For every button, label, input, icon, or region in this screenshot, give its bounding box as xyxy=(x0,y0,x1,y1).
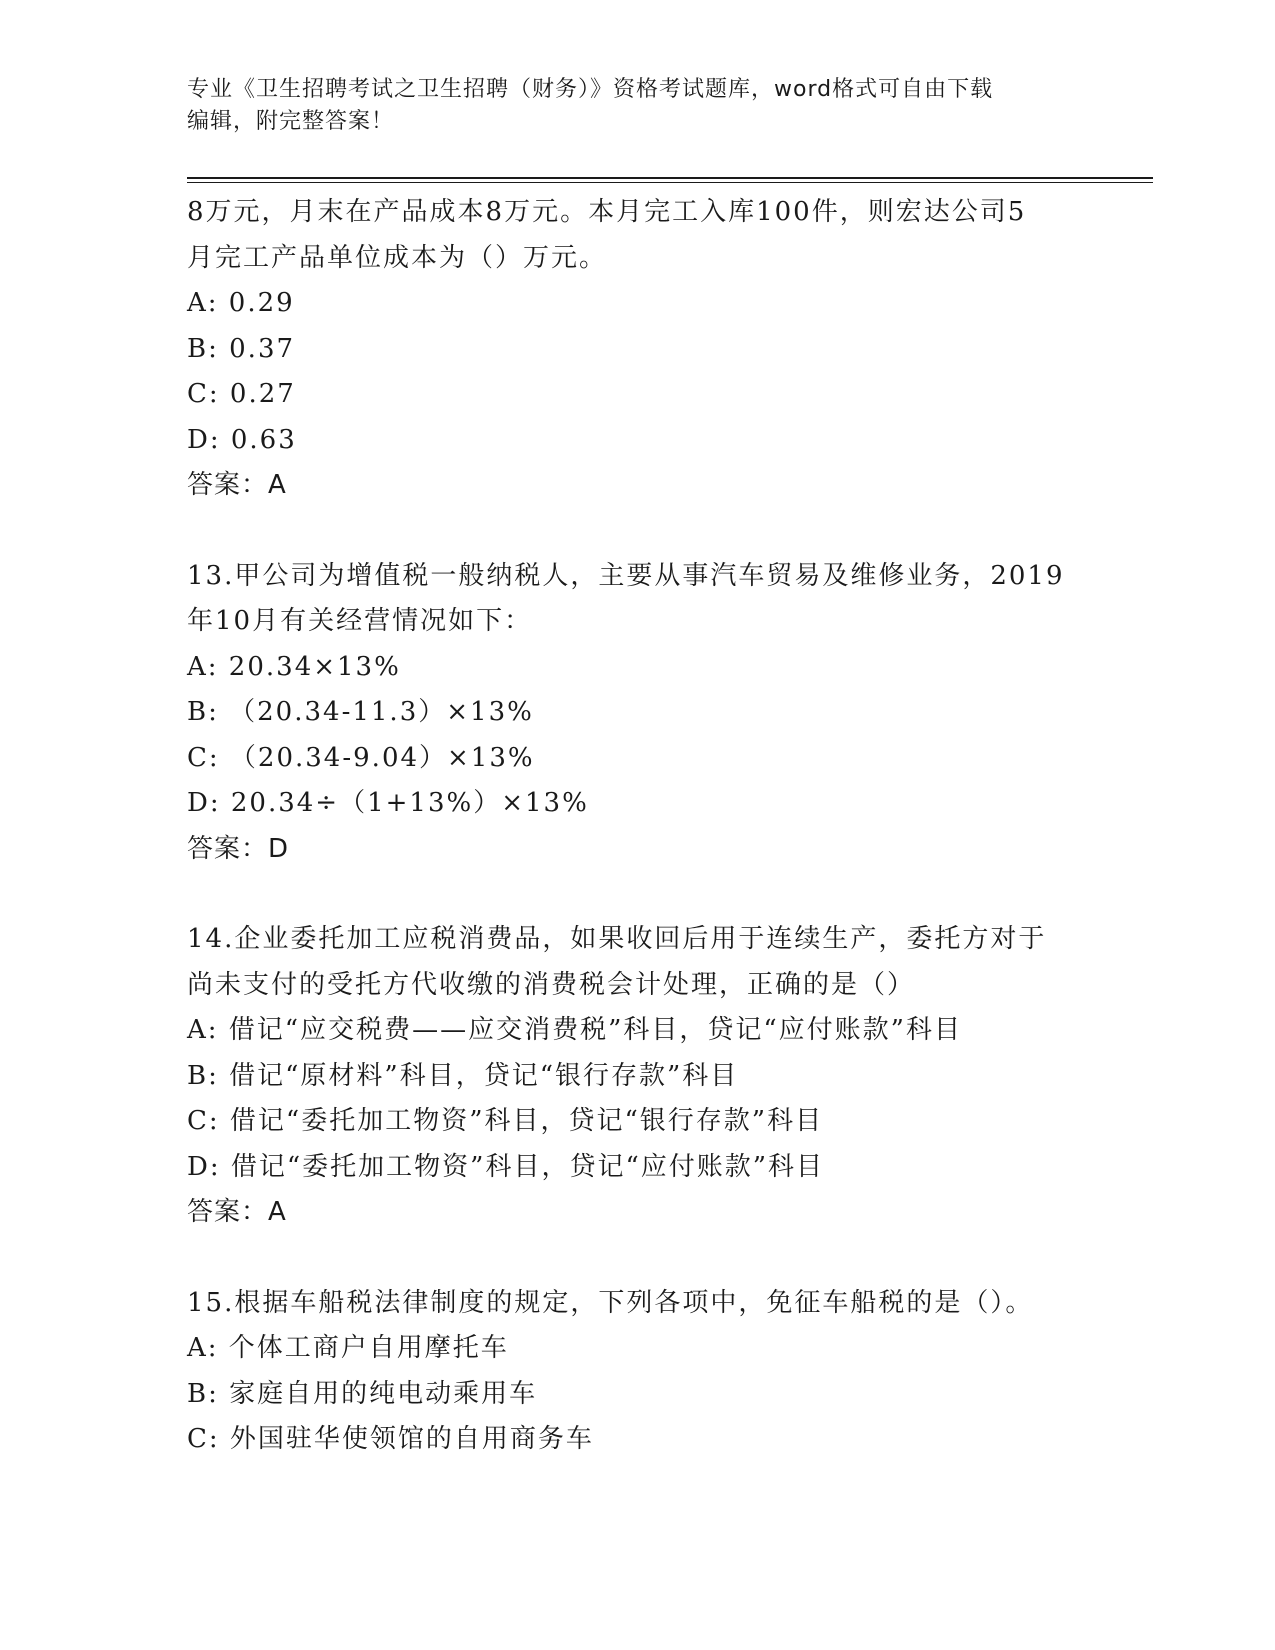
question-text-line: 15.根据车船税法律制度的规定，下列各项中，免征车船税的是（）。 xyxy=(187,1287,1034,1318)
header-line-2: 编辑，附完整答案！ xyxy=(187,109,395,134)
question-15 xyxy=(187,1281,1127,1463)
option-a: A: 个体工商户自用摩托车 xyxy=(187,1333,509,1363)
option-d: D: 借记“委托加工物资”科目，贷记“应付账款”科目 xyxy=(187,1151,825,1182)
question-text-line: 14.企业委托加工应税消费品，如果收回后用于连续生产，委托方对于 xyxy=(187,924,1047,954)
question-text-line: 月完工产品单位成本为（）万元。 xyxy=(187,242,608,273)
question-text-line: 8万元，月末在产品成本8万元。本月完工入库100件，则宏达公司5 xyxy=(187,197,1027,227)
option-b: B: 借记“原材料”科目，贷记“银行存款”科目 xyxy=(187,1060,739,1091)
option-d: D: 0.63 xyxy=(187,424,297,455)
option-d: D: 20.34÷（1+13%）×13% xyxy=(187,788,589,818)
option-c: C: 0.27 xyxy=(187,379,296,409)
spacer xyxy=(187,872,1127,917)
option-a: A: 0.29 xyxy=(187,288,295,318)
option-b: B: 家庭自用的纯电动乘用车 xyxy=(187,1378,538,1409)
answer: 答案：A xyxy=(187,1197,287,1227)
option-c: C: 借记“委托加工物资”科目，贷记“银行存款”科目 xyxy=(187,1106,824,1136)
question-14 xyxy=(187,917,1127,1236)
answer: 答案：A xyxy=(187,470,287,500)
spacer xyxy=(187,509,1127,554)
question-13 xyxy=(187,554,1127,873)
document-header xyxy=(187,74,1087,138)
option-b: B: 0.37 xyxy=(187,333,296,364)
header-rule-thick xyxy=(187,177,1153,179)
header-rule-thin xyxy=(187,182,1153,183)
spacer xyxy=(187,1236,1127,1281)
option-a: A: 借记“应交税费——应交消费税”科目，贷记“应付账款”科目 xyxy=(187,1015,962,1045)
option-a: A: 20.34×13% xyxy=(187,651,401,682)
question-text-line: 13.甲公司为增值税一般纳税人，主要从事汽车贸易及维修业务，2019 xyxy=(187,560,1065,591)
option-c: C: （20.34-9.04）×13% xyxy=(187,742,535,773)
question-text-line: 尚未支付的受托方代收缴的消费税会计处理，正确的是（） xyxy=(187,969,916,1000)
question-12-continued xyxy=(187,190,1127,509)
document-body xyxy=(187,190,1127,1463)
answer: 答案：D xyxy=(187,833,290,864)
header-line-1: 专业《卫生招聘考试之卫生招聘（财务）》资格考试题库，word格式可自由下载 xyxy=(187,77,994,102)
question-text-line: 年10月有关经营情况如下： xyxy=(187,606,533,636)
option-b: B: （20.34-11.3）×13% xyxy=(187,697,534,727)
option-c: C: 外国驻华使领馆的自用商务车 xyxy=(187,1424,594,1454)
